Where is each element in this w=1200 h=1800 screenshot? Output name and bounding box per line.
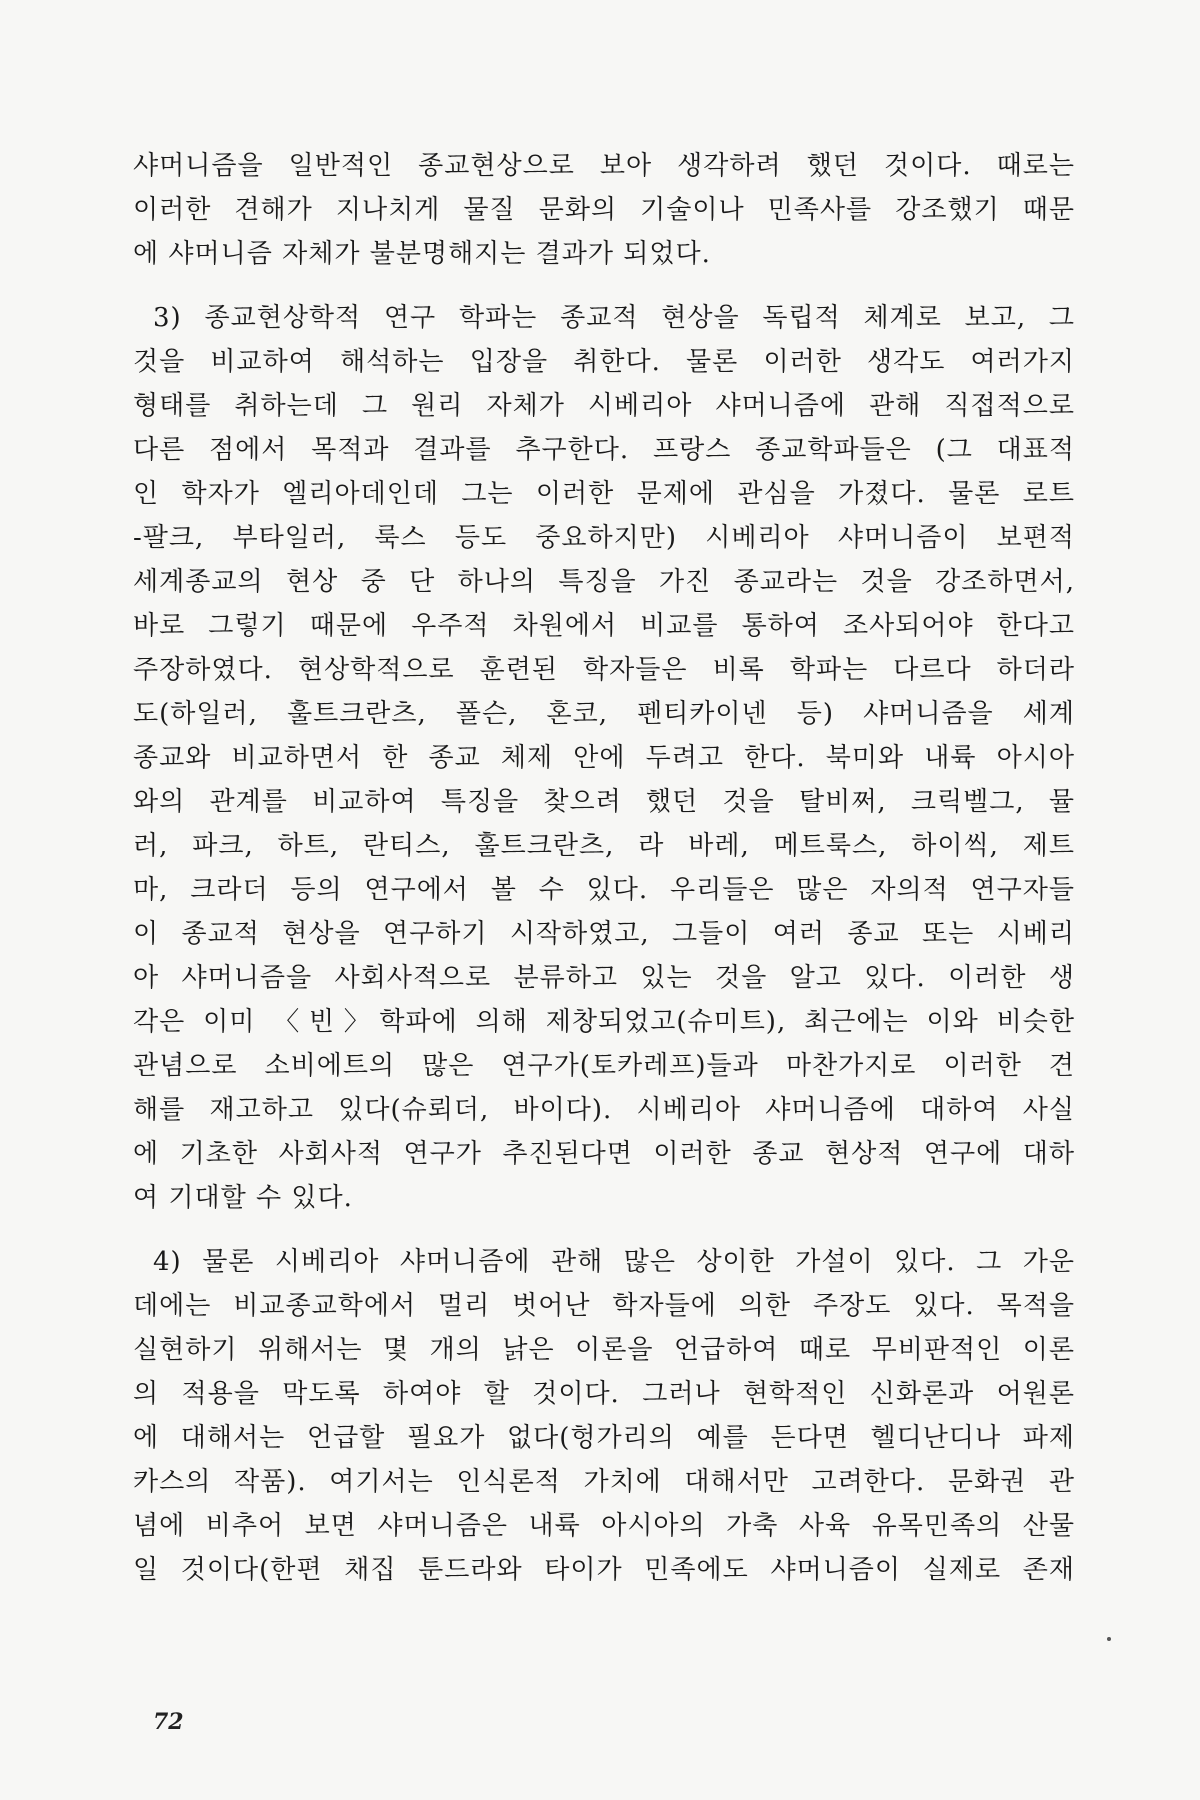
margin-mark: [1107, 1637, 1111, 1641]
text-line: 이러한 견해가 지나치게 물질 문화의 기술이나 민족사를 강조했기 때문: [133, 195, 1075, 225]
text-line: 에 대해서는 언급할 필요가 없다(헝가리의 예를 든다면 헬디난디나 파제: [133, 1423, 1075, 1453]
text-line: 샤머니즘을 일반적인 종교현상으로 보아 생각하려 했던 것이다. 때로는: [133, 151, 1075, 181]
text-line: 실현하기 위해서는 몇 개의 낡은 이론을 언급하여 때로 무비판적인 이론: [133, 1335, 1075, 1365]
text-line: 마, 크라더 등의 연구에서 볼 수 있다. 우리들은 많은 자의적 연구자들: [133, 875, 1075, 905]
text-line: -팔크, 부타일러, 룩스 등도 중요하지만) 시베리아 샤머니즘이 보편적: [133, 523, 1075, 553]
text-line: 에 샤머니즘 자체가 불분명해지는 결과가 되었다.: [133, 239, 711, 269]
text-line: 주장하였다. 현상학적으로 훈련된 학자들은 비록 학파는 다르다 하더라: [133, 655, 1075, 685]
text-line: 아 샤머니즘을 사회사적으로 분류하고 있는 것을 알고 있다. 이러한 생: [133, 963, 1075, 993]
text-line: 의 적용을 막도록 하여야 할 것이다. 그러나 현학적인 신화론과 어원론: [133, 1379, 1075, 1409]
text-line: 도(하일러, 훌트크란츠, 폴슨, 혼코, 펜티카이넨 등) 샤머니즘을 세계: [133, 699, 1075, 729]
text-line: 세계종교의 현상 중 단 하나의 특징을 가진 종교라는 것을 강조하면서,: [133, 567, 1075, 597]
page-number: 72: [153, 1709, 184, 1735]
text-line: 관념으로 소비에트의 많은 연구가(토카레프)들과 마찬가지로 이러한 견: [133, 1051, 1075, 1081]
text-line: 바로 그렇기 때문에 우주적 차원에서 비교를 통하여 조사되어야 한다고: [133, 611, 1075, 641]
text-line: 이 종교적 현상을 연구하기 시작하였고, 그들이 여러 종교 또는 시베리: [133, 919, 1075, 949]
text-line: 념에 비추어 보면 샤머니즘은 내륙 아시아의 가축 사육 유목민족의 산물: [133, 1511, 1075, 1541]
text-line: 4) 물론 시베리아 샤머니즘에 관해 많은 상이한 가설이 있다. 그 가운: [153, 1247, 1075, 1277]
text-line: 카스의 작품). 여기서는 인식론적 가치에 대해서만 고려한다. 문화권 관: [133, 1467, 1075, 1497]
text-line: 것을 비교하여 해석하는 입장을 취한다. 물론 이러한 생각도 여러가지: [133, 347, 1075, 377]
text-line: 여 기대할 수 있다.: [133, 1183, 353, 1213]
text-line: 3) 종교현상학적 연구 학파는 종교적 현상을 독립적 체계로 보고, 그: [153, 303, 1075, 333]
text-line: 다른 점에서 목적과 결과를 추구한다. 프랑스 종교학파들은 (그 대표적: [133, 435, 1075, 465]
text-line: 에 기초한 사회사적 연구가 추진된다면 이러한 종교 현상적 연구에 대하: [133, 1139, 1075, 1169]
text-line: 형태를 취하는데 그 원리 자체가 시베리아 샤머니즘에 관해 직접적으로: [133, 391, 1075, 421]
text-line: 일 것이다(한편 채집 툰드라와 타이가 민족에도 샤머니즘이 실제로 존재: [133, 1555, 1075, 1585]
text-line: 인 학자가 엘리아데인데 그는 이러한 문제에 관심을 가졌다. 물론 로트: [133, 479, 1075, 509]
text-line: 종교와 비교하면서 한 종교 체제 안에 두려고 한다. 북미와 내륙 아시아: [133, 743, 1075, 773]
text-line: 해를 재고하고 있다(슈뢰더, 바이다). 시베리아 샤머니즘에 대하여 사실: [133, 1095, 1075, 1125]
text-line: 데에는 비교종교학에서 멀리 벗어난 학자들에 의한 주장도 있다. 목적을: [133, 1291, 1075, 1321]
text-line: 와의 관계를 비교하여 특징을 찾으려 했던 것을 탈비쩌, 크릭벨그, 뮬: [133, 787, 1075, 817]
text-line: 러, 파크, 하트, 란티스, 훌트크란츠, 라 바레, 메트룩스, 하이씩, 제트: [133, 831, 1075, 861]
text-line: 각은 이미 〈빈〉학파에 의해 제창되었고(슈미트), 최근에는 이와 비슷한: [133, 1007, 1075, 1037]
